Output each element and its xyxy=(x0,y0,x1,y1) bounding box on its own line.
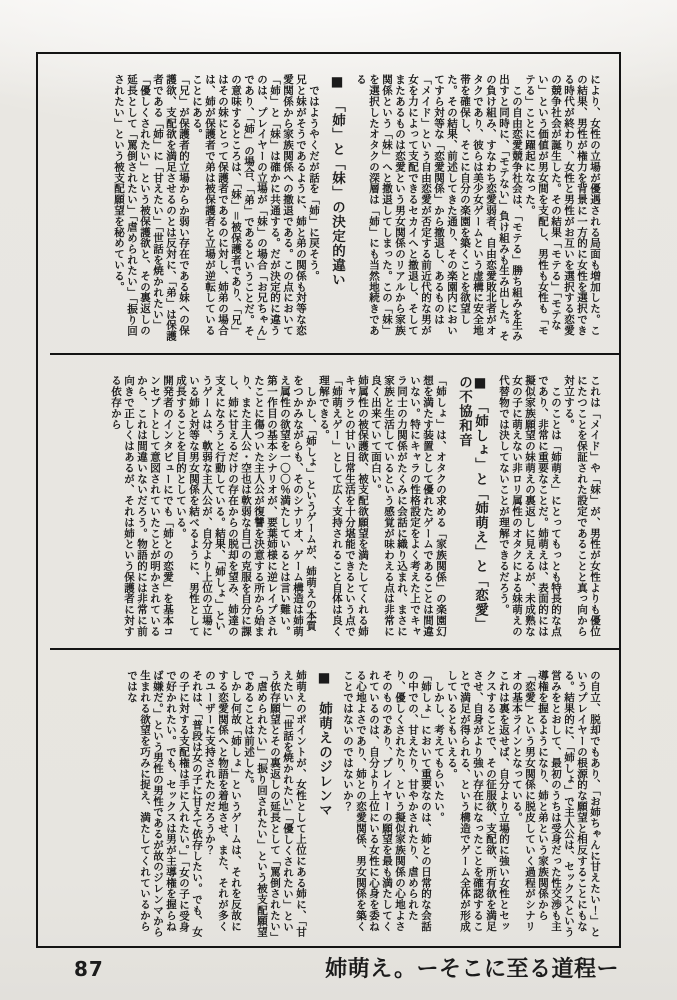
article-frame xyxy=(36,52,621,948)
footer-running-title: 姉萌え。ーそこに至る道程ー xyxy=(325,957,619,982)
paragraph: このことは「姉萌え」にとってもっとも特長的な点であり、非常に重要なことだ。姉萌えは、表面的には擬似家族願望の妹萌えの裏返しに見えるが、未成熟な女の子に萌えない非ロリ属性のオタクによる妹萌えの代替物では決してないことが理解できるだろう。 xyxy=(498,375,562,637)
paragraph: 姉萌えのポイントが、女性として上位にある姉に、「甘えたい」「世話を焼かれたい」「優しくされたい」という依存願望とその裏返しの延長として「罵倒されたい」「虐められたい」「振り回されたい」という被支配願望であることは前述した。 xyxy=(243,670,307,938)
paragraph: この自由恋愛競争社会は、「モテる」勝ち組みを生み出すと同時に、「モテない」負け組みも生み出した。その負け組み、すなわち恋愛弱者、自由恋愛敗北者がオタクであり、彼らは美少女ゲームという虚構に安全地帯を確保し、そこに自分の楽園を築くことを欲望した。その結果、前述してきた通り、その楽園内においてすら対等な「恋愛関係」から撤退し、あるものは「メイド」という自由恋愛が否定する前近代的な男が女を力によって支配できるセカイへと撤退し、そしてまたあるものは恋愛という男女関係のリアルから家族関係という「妹」へと撤退してしまった。この「妹」を選択したオタクの深層は「姉」にも当然地続きである xyxy=(355,74,523,342)
paragraph: 「兄」が保護者的立場からか弱い存在である妹への保護欲、支配欲を満足させるのとは反対に、「弟」は保護者である「姉」に「甘えたい」「世話を焼かれたい」「優しくされたい」という被保護欲と、その裏返しの延長として「罵倒されたい」「虐められたい」「振り回されたい」という被支配願望を秘めている。 xyxy=(113,74,190,342)
section-heading: ■ 姉萌えのジレンマ xyxy=(316,670,332,818)
paragraph: により、女性の立場が優遇される局面も増加した。この結果、男性が権力を背景に一方的に女性を選択できる時代が終わり、女性と男性がお互いを選択する恋愛の競争社会が誕生した。その結果「モテる」「モテない」という価値が男女間を支配し、男性も女性も「モテる」ことに躍起になった。 xyxy=(524,74,601,336)
page-footer xyxy=(36,952,621,983)
paragraph: これは「メイド」や「妹」が、男性が女性よりも優位にたつことを保証された設定であることと真っ向から対立する。 xyxy=(563,375,601,637)
page-number: 87 xyxy=(74,957,104,981)
paragraph: しかし、考えてもらいたい。 xyxy=(433,670,445,823)
article-section-bottom xyxy=(38,650,619,946)
paragraph: それは、「普段は女の子に甘えて依存したい。でも、女の子に対する支配権は手に入れたい。」「女の子に受身で好かれたい。でも、セックスは男が主導権を握らねば嫌だ。」という男性の男性であるが故のジレンマから生まれる欲望を巧みに捉え、満たしてくれているからではな xyxy=(126,670,203,938)
paragraph: しかし何故「姉しょ」というゲームは、それを反故にする恋愛関係へと物語を着地させ、また、それが多くのユーザーに支持されたのだろうか？ xyxy=(204,670,242,932)
paragraph: 「姉しょ」において重要なのは、姉との日常的な会話の中での、甘えたり、甘やかされたり、虐められたり、優しくされたり、という擬似家族関係の心地よさそのものであり、プレイヤーの願望を最も満たしてくれているのは、自分より上位にいる女性に心身を委ねる心地よさであり、姉との恋愛関係、男女関係を築くことではないのではないか？ xyxy=(342,670,432,932)
paragraph: 第一作目の基本シナリオが、要葉姉様に逆レイプされたことに傷ついた主人公が復讐を決意する所から始まり、また主人公・空也は軟弱な自己の克服を自分に課し、姉に甘えるだけの存在からの脱却を望み、姉達の支えになろうと行動している。結果、「姉しょ」というゲームは、軟弱な主人公が、自分より上位の立場にいる姉と対等な男女関係を結べるように、男性として成長することを目的としている。 xyxy=(175,375,278,637)
article-section-middle xyxy=(38,355,619,648)
paragraph: しかし、「姉しょ」というゲームが、姉萌えの本質をつかみながらも、そのシナリオ、ゲーム構造は姉萌え属性の欲望を一〇〇％満たしているとは言い難い。 xyxy=(279,375,317,637)
section-heading: ■ 「姉」と「妹」の決定的違い xyxy=(329,74,345,288)
paragraph: 兄と妹がそうであるように、姉と弟の関係も対等な恋愛関係から家族関係への撤退である。この点において「姉」と「妹」は確かに共通する。だが決定的に違うのは、プレイヤーの立場が「妹」の場合「お兄ちゃん」であり、「姉」の場合、「弟」であるということだ。その意味するところは、「妹」＝被保護者であり、「兄」はその妹にとって保護者であるのに対し、姉弟の場合は、姉が保護者で弟は被保護者と立場が逆転していることにある。 xyxy=(191,74,307,342)
paragraph: 「姉しょ」は、オタクの求める「家族関係」の楽園幻想を満たす装置として優れたゲームであることは間違いない。特にキャラの性格設定をよく考えた上でキャラ同士の力関係がたくみに会話に織り込まれ、まさに家族と生活しているという感覚が味わえる点は非常に良く出来ていて面白い。 xyxy=(370,375,447,637)
paragraph: これは裏を返せば、自分より立場的に強い女性とセックスすることで、その征服欲、支配欲、所有欲を満足させ、自身がより強い存在になったことを確認することで満足が得られる、という構造でゲーム全体が形成しているともいえる。 xyxy=(446,670,510,932)
article-section-top xyxy=(38,54,619,353)
paragraph: 姉属性の被保護欲、被支配欲願望を満たしてくれる姉キャラとの甘い日常生活を十分堪能できるという点で「姉萌えゲー」として広く支持されること自体は良く理解できる。 xyxy=(318,375,369,637)
section-heading: ■ 「姉しょ」と「姉萌え」と「恋愛」の不協和音 xyxy=(456,375,488,632)
paragraph: 開発者のインタビューにでも「姉との恋愛」を基本コンセプトとして意図されていたことが明かされているから、これは間違いないだろう。物語的には非常に前向きで正しくはあるが、それは姉という保護者に対する依存から xyxy=(110,375,174,637)
paragraph: の自立、脱却でもあり、「お姉ちゃんに甘えたい！」というプレイヤーの根源的な願望と相反することにもなる。結果的に、「姉しょ」で主人公は、セックスという営みをとおして、最初のうちは受身だった性交渉も主導権を握るようになり、姉と弟という家族関係から「恋愛」という男女関係に脱皮していく過程がシナリオの基本ラインとなっている。 xyxy=(511,670,601,938)
paragraph: ではようやくだが話を「姉」に戻そう。 xyxy=(308,74,320,282)
